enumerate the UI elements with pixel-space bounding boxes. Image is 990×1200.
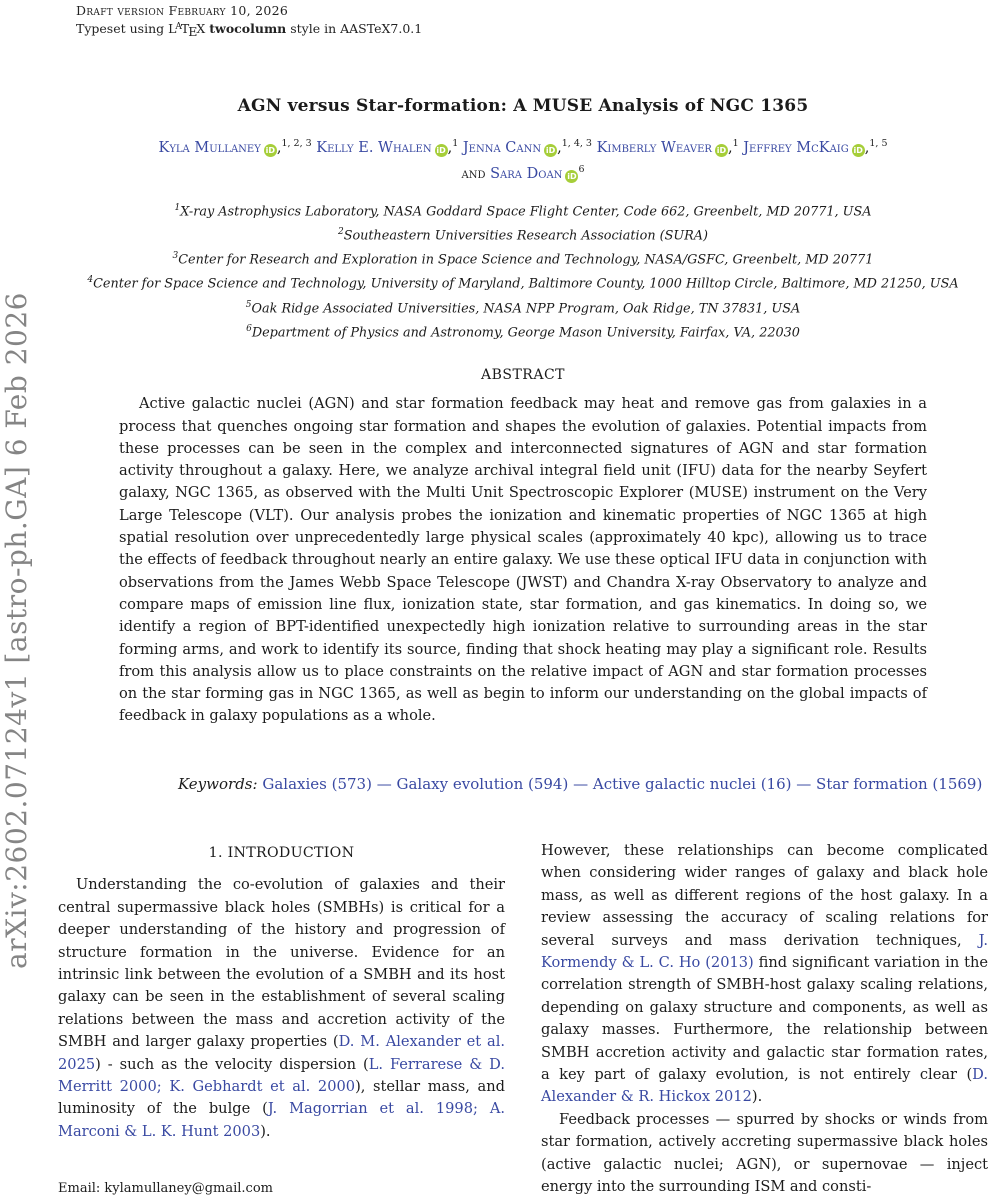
section-1-heading: 1. INTRODUCTION: [208, 845, 355, 861]
author-name[interactable]: Jenna Cann: [462, 139, 542, 156]
author-list: [58, 133, 988, 185]
affiliation-sup: 6: [578, 163, 585, 175]
right-column: [541, 840, 988, 1200]
author: Kimberly Weaver iD ,$^1$: [596, 138, 739, 156]
orcid-icon[interactable]: iD: [716, 145, 727, 155]
author: Jeffrey McKaig iD ,$^{1, 5}$: [743, 138, 888, 156]
keyword-link[interactable]: Active galactic nuclei (16): [592, 775, 792, 793]
citation-link[interactable]: D. Alexander & R. Hickox 2012: [541, 1066, 988, 1106]
keyword-separator: —: [791, 775, 817, 793]
citation-link[interactable]: D. M. Alexander et al. 2025: [58, 1033, 506, 1073]
author-name[interactable]: Kimberly Weaver: [596, 139, 712, 156]
affiliation-line: $^3$Center for Research and Exploration in Space Science and Technology, NASA/GSFC, Greenbelt, MD 20771: [172, 251, 874, 268]
twocolumn-style-word: twocolumn: [209, 21, 287, 36]
citation-link[interactable]: A. Marconi & L. K. Hunt 2003: [58, 1100, 505, 1140]
paper-title: AGN versus Star-formation: A MUSE Analysis of NGC 1365: [237, 96, 809, 116]
keyword-link[interactable]: Galaxies (573): [262, 775, 372, 793]
intro-paragraph-1: Understanding the co-evolution of galaxies and their central supermassive black holes (SMBHs) is critical for a deeper understanding of the history and progression of structure formation in the universe. Evidence for an intrinsic link between the evolution of a SMBH and its host galaxy can be seen in the establishment of several scaling relations between the mass and accretion activity of the SMBH and larger galaxy properties (D. M. Alexander et al. 2025) - such as the velocity dispersion (L. Ferrarese & D. Merritt 2000; K. Gebhardt et al. 2000), stellar mass, and luminosity of the bulge (J. Magorrian et al. 1998; A. Marconi & L. K. Hunt 2003).: [58, 876, 506, 1140]
author-name[interactable]: Kyla Mullaney: [158, 139, 261, 156]
typeset-post: style in AASTeX7.0.1: [286, 21, 423, 36]
citation-link[interactable]: K. Gebhardt et al. 2000: [169, 1078, 356, 1096]
email-footnote[interactable]: Email: kylamullaney@gmail.com: [58, 1180, 273, 1196]
affiliation-list: [58, 198, 988, 344]
author: Jenna Cann iD ,$^{1, 4, 3}$: [462, 138, 592, 156]
intro-paragraph-2: However, these relationships can become complicated when considering wider ranges of galaxy and black hole mass, as well as different regions of the host galaxy. In a review assessing the accuracy of scaling relations for several surveys and mass derivation techniques, J. Kormendy & L. C. Ho (2013) find significant variation in the correlation strength of SMBH-host galaxy scaling relations, depending on galaxy structure and components, as well as galaxy masses. Furthermore, the relationship between SMBH accretion activity and galactic star formation rates, a key part of galaxy evolution, is not entirely clear (D. Alexander & R. Hickox 2012).: [541, 842, 988, 1106]
draft-version-line: Draft version February 10, 2026: [76, 3, 289, 18]
citation-link[interactable]: J. Magorrian et al. 1998: [267, 1100, 473, 1118]
front-matter: [58, 96, 988, 1196]
typeset-line: [76, 19, 422, 40]
keyword-link[interactable]: Star formation (1569): [816, 775, 983, 793]
author-name[interactable]: Kelly E. Whalen: [316, 139, 432, 156]
keyword-separator: —: [568, 775, 593, 793]
orcid-icon[interactable]: iD: [265, 145, 276, 155]
intro-paragraph-3: Feedback processes — spurred by shocks or winds from star formation, actively accreting supermassive black holes (active galactic nuclei; AGN), or supernovae — inject energy into the surrounding ISM and consti-: [541, 1110, 988, 1196]
affiliation-sup: 1, 5: [869, 138, 888, 149]
citation-link[interactable]: J. Kormendy & L. C. Ho (2013): [541, 931, 988, 972]
affiliation-line: $^2$Southeastern Universities Research Association (SURA): [337, 226, 709, 244]
abstract-text: Active galactic nuclei (AGN) and star formation feedback may heat and remove gas from galaxies in a process that quenches ongoing star formation and shapes the evolution of galaxies. Potential impacts from these processes can be seen in the complex and interconnected signatures of AGN and star formation activity throughout a galaxy. Here, we analyze archival integral field unit (IFU) data for the nearby Seyfert galaxy, NGC 1365, as observed with the Multi Unit Spectroscopic Explorer (MUSE) instrument on the Very Large Telescope (VLT). Our analysis probes the ionization and kinematic properties of NGC 1365 at high spatial resolution over unprecedentedly large physical scales (approximately 40 kpc), allowing us to trace the effects of feedback throughout nearly an entire galaxy. We use these optical IFU data in conjunction with observations from the James Webb Space Telescope (JWST) and Chandra X-ray Observatory to analyze and compare maps of emission line flux, ionization state, star formation, and gas kinematics. In doing so, we identify a region of BPT-identified unexpectedly high ionization relative to surrounding areas in the star forming arms, and work to identify its source, finding that shock heating may play a significant role. Results from this analysis allow us to place constraints on the relative impact of AGN and star formation processes on the star forming gas in NGC 1365, as well as begin to inform our understanding on the global impacts of feedback in galaxy populations as a whole.: [119, 395, 927, 725]
author-name[interactable]: Sara Doan: [490, 165, 563, 182]
affiliation-line: $^1$X-ray Astrophysics Laboratory, NASA Goddard Space Flight Center, Code 662, Greenbelt, MD 20771, USA: [174, 202, 872, 219]
keywords-line: [178, 773, 990, 795]
author: Kyla Mullaney iD ,$^{1, 2, 3}$: [158, 138, 312, 156]
citation-link[interactable]: L. Ferrarese & D. Merritt 2000: [58, 1055, 506, 1096]
affiliation-sup: 1: [732, 138, 739, 149]
keyword-link[interactable]: Galaxy evolution (594): [396, 775, 569, 793]
orcid-icon[interactable]: iD: [853, 145, 863, 155]
keyword-separator: —: [371, 775, 397, 793]
affiliation-line: $^4$Center for Space Science and Technology, University of Maryland, Baltimore County, 1000 Hilltop Circle, Baltimore, MD 21250, USA: [87, 275, 959, 292]
affiliation-line: $^6$Department of Physics and Astronomy, George Mason University, Fairfax, VA, 22030: [246, 323, 800, 341]
author-name[interactable]: Jeffrey McKaig: [743, 139, 849, 156]
affiliation-sup: 1, 2, 3: [281, 138, 312, 149]
affiliation-sup: 1: [452, 138, 459, 149]
latex-logo: $L^ATEX$: [168, 21, 206, 39]
typeset-pre: Typeset using: [76, 21, 169, 36]
and-word: and: [461, 165, 486, 182]
author: [490, 163, 585, 182]
orcid-icon[interactable]: iD: [545, 145, 556, 155]
body-columns: [58, 840, 988, 1200]
draft-header: [76, 3, 422, 40]
orcid-icon[interactable]: iD: [567, 171, 577, 181]
left-column: [58, 840, 505, 1200]
affiliation-line: $^5$Oak Ridge Associated Universities, NASA NPP Program, Oak Ridge, TN 37831, USA: [245, 299, 801, 316]
orcid-icon[interactable]: iD: [436, 145, 446, 155]
abstract-heading: ABSTRACT: [480, 367, 566, 384]
keywords-label: Keywords:: [178, 775, 258, 793]
affiliation-sup: 1, 4, 3: [561, 138, 592, 149]
author: Kelly E. Whalen iD ,$^1$: [316, 138, 459, 156]
arxiv-watermark: arXiv:2602.07124v1 [astro-ph.GA] 6 Feb 2026: [0, 292, 33, 970]
